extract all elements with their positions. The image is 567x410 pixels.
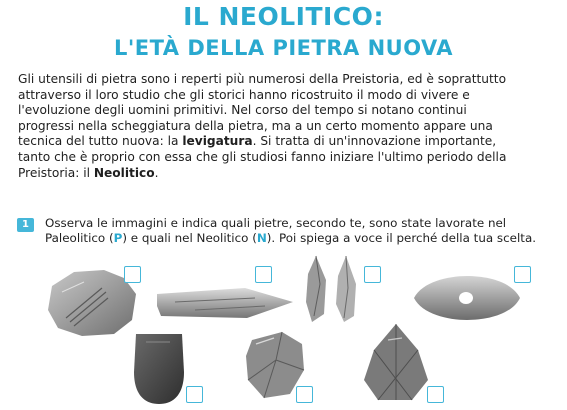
stone-image-5	[130, 328, 188, 406]
answer-box-5[interactable]	[186, 386, 203, 403]
term-levigatura: levigatura	[182, 134, 253, 149]
term-neolitico: Neolitico	[93, 165, 155, 180]
paragraph-line: Gli utensili di pietra sono i reperti più numerosi della Preistoria, ed è soprattutto	[18, 72, 507, 86]
stone-image-4	[412, 272, 522, 324]
exercise-line: Paleolitico (P) e quali nel Neolitico (N). Poi spiega a voce il perché della tua scelta.	[45, 231, 537, 245]
letter-n: N	[256, 231, 267, 245]
answer-box-2[interactable]	[255, 266, 272, 283]
page-title: IL NEOLITICO:	[183, 2, 384, 31]
stone-image-3	[302, 254, 362, 324]
page-subtitle: L'ETÀ DELLA PIETRA NUOVA	[113, 36, 454, 60]
paragraph-line: l'evoluzione degli uomini primitivi. Nel corso del tempo si notano continui	[18, 103, 467, 118]
paragraph-line: Preistoria: il Neolitico.	[18, 165, 159, 180]
answer-box-3[interactable]	[364, 266, 381, 283]
answer-box-1[interactable]	[124, 266, 141, 283]
letter-p: P	[113, 231, 123, 245]
answer-box-7[interactable]	[427, 386, 444, 403]
paragraph-line: tecnica del tutto nuova: la levigatura. Si tratta di un'innovazione importante,	[18, 134, 497, 149]
answer-box-4[interactable]	[514, 266, 531, 283]
stone-image-2	[155, 284, 295, 324]
exercise-instructions	[45, 216, 560, 246]
exercise-number-badge: 1	[17, 218, 34, 232]
answer-box-6[interactable]	[296, 386, 313, 403]
paragraph-line: attraverso il loro studio che gli storici hanno ricostruito il modo di vivere e	[18, 87, 470, 102]
paragraph-line: progressi nella scheggiatura della pietra, ma a un certo momento appare una	[18, 118, 493, 133]
stone-image-7	[358, 322, 434, 402]
paragraph-line: tanto che è proprio con essa che gli studiosi fanno iniziare l'ultimo periodo della	[18, 149, 507, 164]
exercise-line: Osserva le immagini e indica quali pietre, secondo te, sono state lavorate nel	[45, 216, 507, 230]
intro-paragraph	[18, 72, 553, 181]
